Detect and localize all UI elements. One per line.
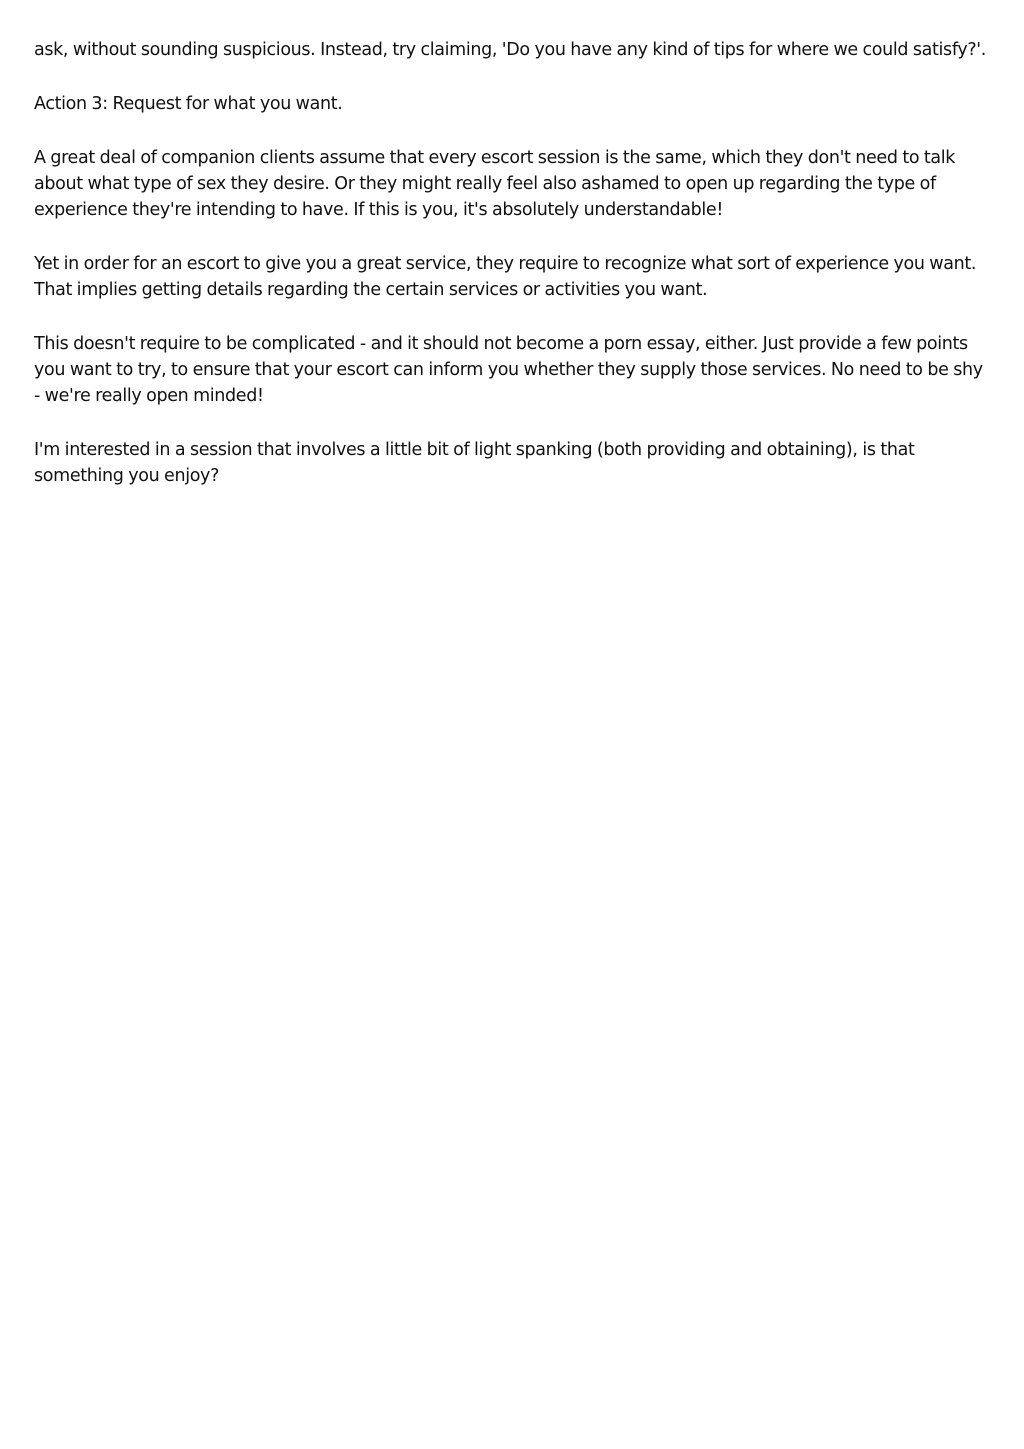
body-paragraph: This doesn't require to be complicated - and it should not become a porn essay, either. Just provide a few points you want to try, to ensure that your escort can inform you whether they supply those services. No need to be shy - we're really open minded! [34,334,983,406]
body-paragraph: A great deal of companion clients assume that every escort session is the same, which they don't need to talk about what type of sex they desire. Or they might really feel also ashamed to open up regarding the type of experience they're intending to have. If this is you, it's absolutely understandable! [34,148,956,220]
body-paragraph: ask, without sounding suspicious. Instead, try claiming, 'Do you have any kind of tips for where we could satisfy?'. [34,40,986,60]
step-heading: Action 3: Request for what you want. [34,94,343,114]
example-message-paragraph: I'm interested in a session that involves a little bit of light spanking (both providing and obtaining), is that something you enjoy? [34,440,915,486]
body-paragraph: Yet in order for an escort to give you a great service, they require to recognize what sort of experience you want. That implies getting details regarding the certain services or activities you want. [34,254,977,300]
